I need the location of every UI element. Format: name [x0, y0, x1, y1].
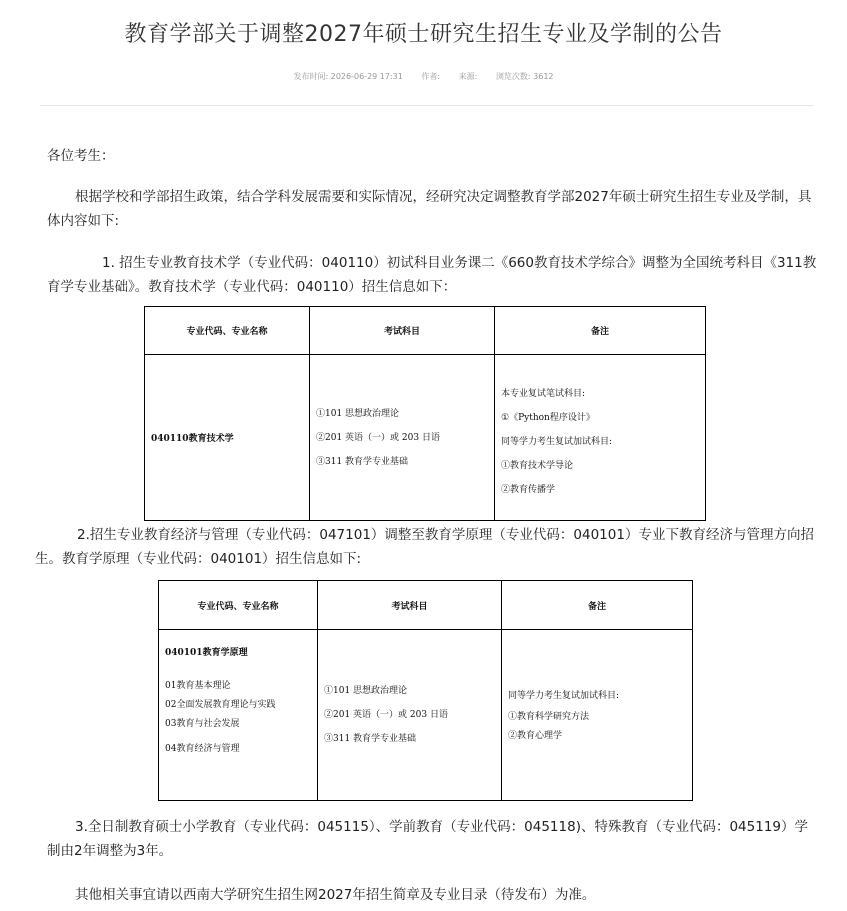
- table-2-subject-2: ②201 英语（一）或 203 日语: [324, 710, 448, 720]
- table-2-header-major: 专业代码、专业名称: [159, 581, 318, 630]
- table-2-remark-1: 同等学力考生复试加试科目:: [508, 691, 620, 701]
- table-1-remark-1: 本专业复试笔试科目:: [501, 388, 586, 399]
- item-2-paragraph: 2.招生专业教育经济与管理（专业代码：047101）调整至教育学原理（专业代码：040101）专业下教育经济与管理方向招生。教育学原理（专业代码：040101）招生信息如下:: [35, 527, 814, 567]
- table-2-remarks: [502, 630, 693, 801]
- table-2-subjects: [318, 630, 502, 801]
- table-2-row: [159, 630, 693, 801]
- table-2-subject-1: ①101 思想政治理论: [324, 686, 408, 696]
- views-count: 3612: [533, 72, 554, 81]
- table-1-subject-1: ①101 思想政治理论: [316, 408, 400, 419]
- table-2-major: 040101教育学原理: [165, 648, 248, 658]
- publish-info: [294, 72, 403, 81]
- table-1-remark-3: 同等学力考生复试加试科目:: [501, 436, 613, 447]
- table-1-remark-2: ①《Python程序设计》: [501, 412, 595, 423]
- table-1-subject-3: ③311 教育学专业基础: [316, 456, 409, 467]
- title-divider: [40, 105, 813, 106]
- table-2-remark-3: ②教育心理学: [508, 731, 563, 741]
- table-1-header-major: 专业代码、专业名称: [145, 307, 310, 355]
- table-2-direction-2: 02全面发展教育理论与实践: [165, 700, 276, 710]
- table-1-subject-2: ②201 英语（一）或 203 日语: [316, 432, 440, 443]
- intro-paragraph: 根据学校和学部招生政策，结合学科发展需要和实际情况，经研究决定调整教育学部2027年硕士研究生招生专业及学制，具体内容如下:: [47, 189, 812, 229]
- publish-label: 发布时间:: [293, 72, 329, 81]
- views-info: [496, 72, 554, 81]
- publish-time: 2026-06-29 17:31: [330, 72, 403, 81]
- table-2-header-subjects: 考试科目: [318, 581, 502, 630]
- table-2-subject-3: ③311 教育学专业基础: [324, 734, 417, 744]
- article-meta: [0, 71, 847, 82]
- table-1-header-row: [145, 307, 706, 355]
- table-1-remarks: [495, 355, 706, 521]
- table-1-header-subjects: 考试科目: [310, 307, 495, 355]
- views-label: 浏览次数:: [495, 72, 531, 81]
- author-label: 作者:: [421, 72, 441, 81]
- table-2-remark-2: ①教育科学研究方法: [508, 712, 590, 722]
- item-1-paragraph: 1. 招生专业教育技术学（专业代码：040110）初试科目业务课二《660教育技术学综合》调整为全国统考科目《311教育学专业基础》。教育技术学（专业代码：040110）招生信息如下：: [47, 255, 817, 295]
- closing-paragraph: 其他相关事宜请以西南大学研究生招生网2027年招生简章及专业目录（待发布）为准。: [75, 887, 596, 903]
- table-2-major-cell: [159, 630, 318, 801]
- table-1-header-remarks: 备注: [495, 307, 706, 355]
- table-1: [144, 306, 706, 521]
- item-3-paragraph: 3.全日制教育硕士小学教育（专业代码：045115）、学前教育（专业代码：045118)、特殊教育（专业代码：045119）学制由2年调整为3年。: [47, 819, 808, 859]
- table-1-subjects: [310, 355, 495, 521]
- table-2-header-remarks: 备注: [502, 581, 693, 630]
- table-2-direction-4: 04教育经济与管理: [165, 744, 240, 754]
- table-1-row: [145, 355, 706, 521]
- table-1-remark-4: ①教育技术学导论: [501, 460, 574, 471]
- table-2-direction-1: 01教育基本理论: [165, 681, 231, 691]
- source-label: 来源:: [458, 72, 478, 81]
- table-2-direction-3: 03教育与社会发展: [165, 719, 240, 729]
- page-title: 教育学部关于调整2027年硕士研究生招生专业及学制的公告: [124, 22, 723, 47]
- table-2-header-row: [159, 581, 693, 630]
- greeting: 各位考生：: [47, 148, 115, 164]
- table-2: [158, 580, 693, 801]
- table-1-remark-5: ②教育传播学: [501, 484, 556, 495]
- table-1-major: 040110教育技术学: [145, 355, 310, 521]
